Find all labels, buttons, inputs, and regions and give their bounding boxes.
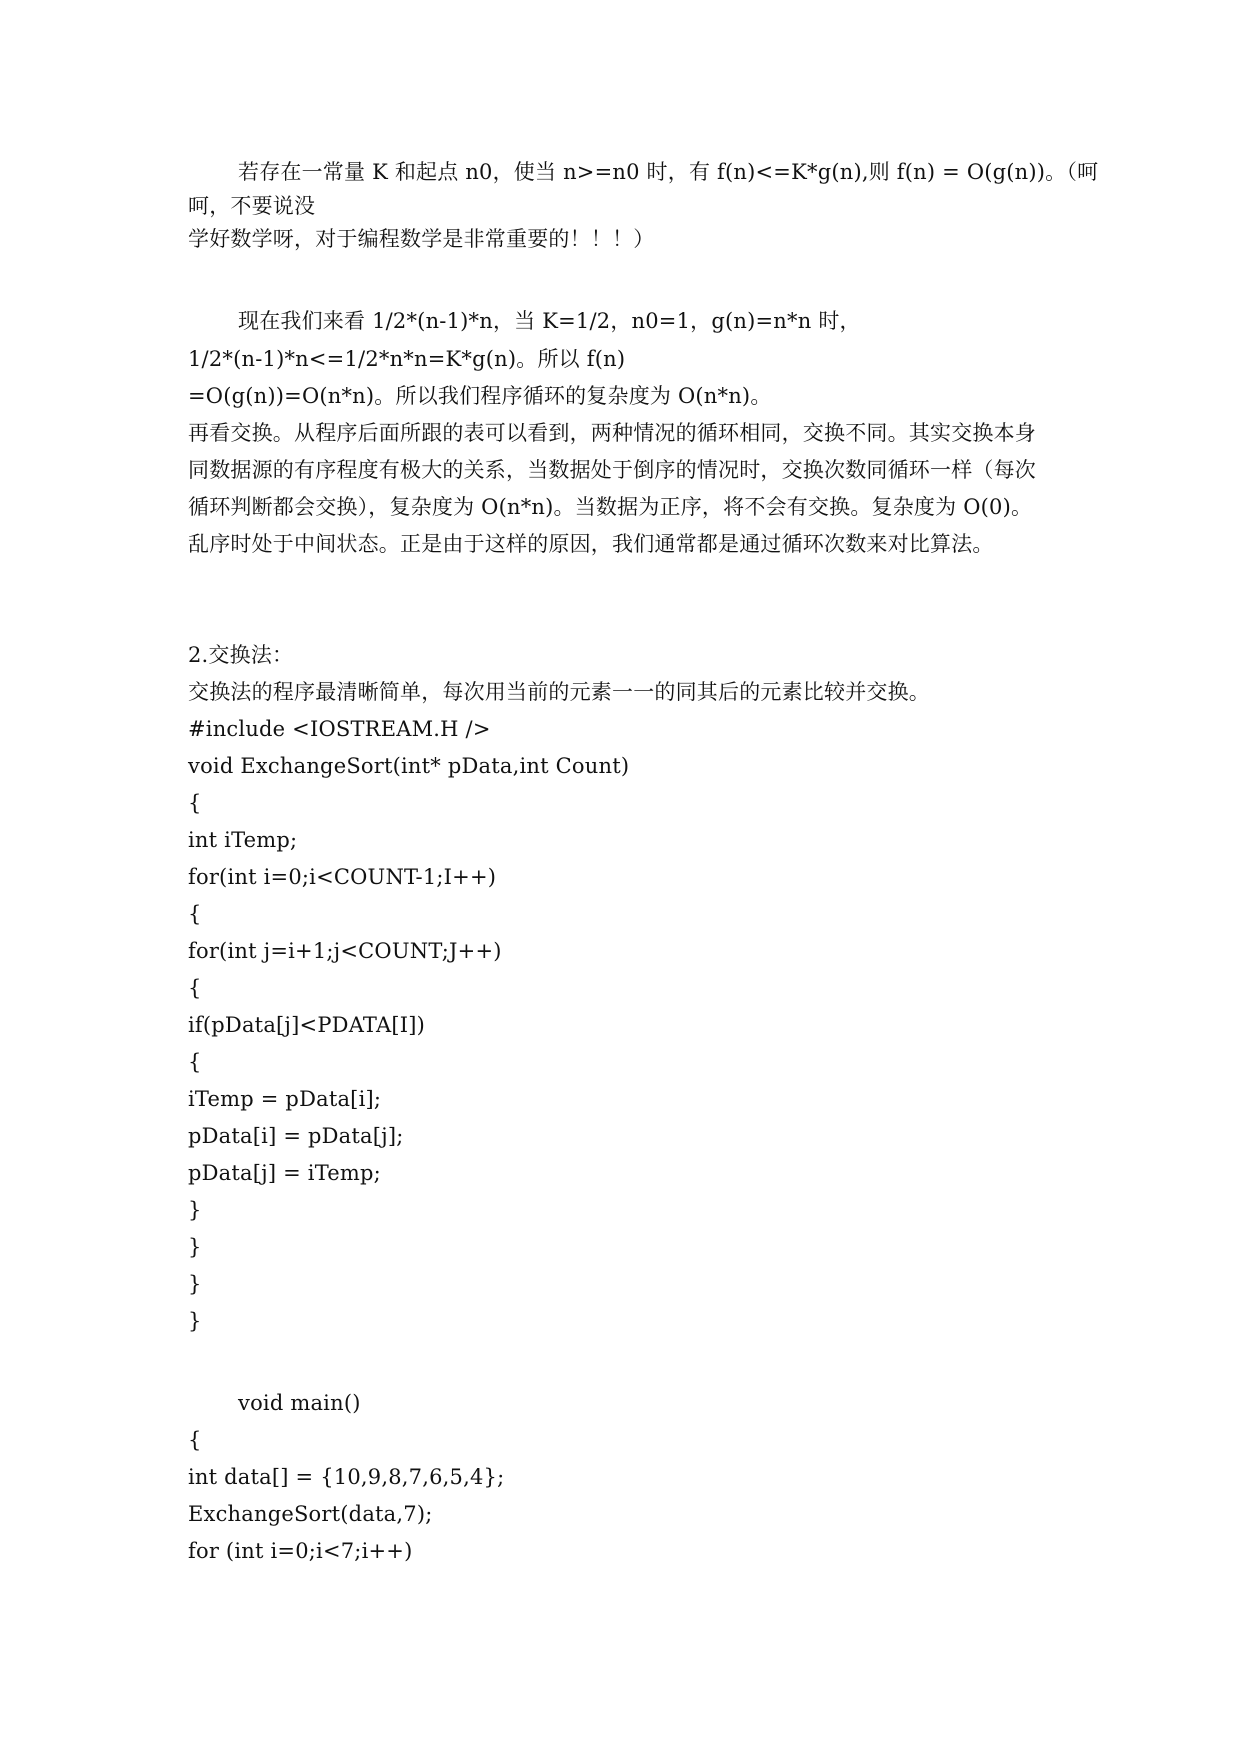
para2-line-5: 同数据源的有序程度有极大的关系，当数据处于倒序的情况时，交换次数同循环一样（每次 bbox=[188, 458, 1036, 482]
code-line: pData[j] = iTemp; bbox=[188, 1161, 381, 1185]
code-line: { bbox=[188, 1050, 202, 1074]
para1-line-3: 学好数学呀，对于编程数学是非常重要的！！！） bbox=[188, 227, 655, 251]
para2-line-4: 再看交换。从程序后面所跟的表可以看到，两种情况的循环相同，交换不同。其实交换本身 bbox=[188, 421, 1036, 445]
code-line: } bbox=[188, 1272, 202, 1296]
code-line: void ExchangeSort(int* pData,int Count) bbox=[188, 754, 630, 778]
code-line: if(pData[j]<PDATA[I]) bbox=[188, 1013, 426, 1037]
code-line: for(int i=0;i<COUNT-1;I++) bbox=[188, 865, 497, 889]
section-heading: 2.交换法： bbox=[188, 643, 294, 667]
code-line: { bbox=[188, 976, 202, 1000]
code-line: iTemp = pData[i]; bbox=[188, 1087, 382, 1111]
code-line: { bbox=[188, 1428, 202, 1452]
para2-line-3: =O(g(n))=O(n*n)。所以我们程序循环的复杂度为 O(n*n)。 bbox=[188, 384, 772, 408]
code-line: ExchangeSort(data,7); bbox=[188, 1502, 433, 1526]
code-line: pData[i] = pData[j]; bbox=[188, 1124, 404, 1148]
code-line: for(int j=i+1;j<COUNT;J++) bbox=[188, 939, 502, 963]
code-line: { bbox=[188, 791, 202, 815]
code-line: for (int i=0;i<7;i++) bbox=[188, 1539, 413, 1563]
code-line: } bbox=[188, 1309, 202, 1333]
para2-line-6: 循环判断都会交换），复杂度为 O(n*n)。当数据为正序，将不会有交换。复杂度为 O(0)。 bbox=[188, 495, 1033, 519]
code-line: #include <IOSTREAM.H /> bbox=[188, 717, 491, 741]
section-intro: 交换法的程序最清晰简单，每次用当前的元素一一的同其后的元素比较并交换。 bbox=[188, 680, 930, 704]
code-line: { bbox=[188, 902, 202, 926]
para1-line-1: 若存在一常量 K 和起点 n0，使当 n>=n0 时，有 f(n)<=K*g(n),则 f(n) = O(g(n))。（呵 bbox=[238, 160, 1099, 184]
code-line: } bbox=[188, 1235, 202, 1259]
para1-line-2: 呵，不要说没 bbox=[188, 194, 316, 218]
para2-line-7: 乱序时处于中间状态。正是由于这样的原因，我们通常都是通过循环次数来对比算法。 bbox=[188, 532, 994, 556]
code-line: void main() bbox=[238, 1391, 361, 1415]
code-line: } bbox=[188, 1198, 202, 1222]
code-line: int data[] = {10,9,8,7,6,5,4}; bbox=[188, 1465, 505, 1489]
para2-line-2: 1/2*(n-1)*n<=1/2*n*n=K*g(n)。所以 f(n) bbox=[188, 347, 626, 371]
code-line: int iTemp; bbox=[188, 828, 298, 852]
para2-line-1: 现在我们来看 1/2*(n-1)*n，当 K=1/2，n0=1，g(n)=n*n 时， bbox=[238, 309, 861, 333]
